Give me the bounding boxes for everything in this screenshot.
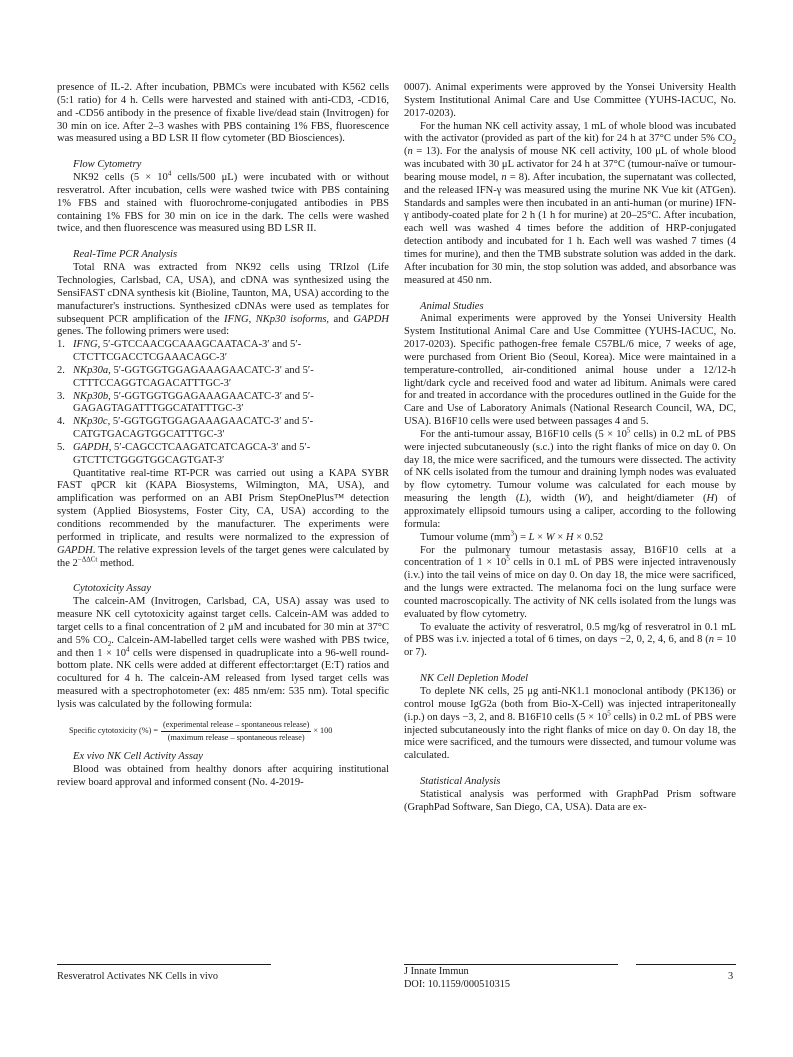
cytotoxicity-formula — [69, 720, 389, 743]
primer-sequence: , 5′-GGTGGTGGAGAAAGAACATC-3′ and 5′-GAGAGTAGATTTGGCATATTTGC-3′ — [73, 390, 314, 415]
primer-sequence: , 5′-CAGCCTCAAGATCATCAGCA-3′ and 5′-GTCTTCTGGGTGGCAGTGAT-3′ — [73, 441, 311, 466]
section-heading-cytotoxicity-assay: Cytotoxicity Assay — [73, 583, 152, 595]
primer-item — [57, 442, 389, 468]
paragraph: For the human NK cell activity assay, 1 mL of whole blood was incubated with the activator (provided as part of the kit) for 24 h at 37°C under 5% $CO_2$ (n = 13). For the analysis of mouse NK cell activity, 100 μL of whole blood was incubated with 30 μL activator for 24 h at 37°C (tumour-naïve or tumour-bearing mouse model, n = 8). After incubation, the supernatant was collected, and the released IFN-γ was measured using the murine NK Vue kit (ATGen). Standards and samples were then incubated in an anti-human (or murine) IFN-γ antibody-coated plate for 2 h (1 h for murine) at 20–25°C. After incubation, each well was washed 4 times before the addition of HRP-conjugated detection antibody and incubated for 1 h. Each well was washed 7 times (4 times for murine), and then the TMB substrate solution was added in the dark. After incubation for 30 min, the stop solution was added, and absorbance was measured at 450 nm. — [404, 120, 736, 286]
paragraph: Statistical analysis was performed with GraphPad Prism software (GraphPad Software, San Diego, CA, USA). Data are ex- — [404, 788, 736, 813]
formula-numerator: (experimental release – spontaneous release) — [161, 720, 311, 732]
primer-gene: GAPDH — [73, 441, 109, 453]
running-title: Resveratrol Activates NK Cells in vivo — [57, 971, 219, 982]
primer-item — [57, 416, 389, 442]
section-heading-statistical-analysis: Statistical Analysis — [420, 776, 501, 788]
formula-fraction — [161, 720, 311, 743]
primer-gene: NKp30b — [73, 390, 109, 402]
paragraph: Blood was obtained from healthy donors after acquiring institutional review board approval and informed consent (No. 4-2019- — [57, 763, 389, 788]
primer-number: 5. — [57, 441, 65, 453]
paragraph: For the anti-tumour assay, B16F10 cells ($5 \times 10^5$ cells) in 0.2 mL of PBS were injected subcutaneously (s.c.) into the right flanks of mice on day 0. On day 18, the mice were sacrificed, and the tumours were dissected. The activity of NK cells isolated from the tumour and draining lymph nodes was evaluated by flow cytometry. Tumour volume was calculated for each mouse by measuring the length (L), width (W), and height/diameter (H) of approximately ellipsoid tumours using a caliper, according to the following formula: — [404, 426, 736, 530]
primer-item — [57, 339, 389, 365]
primer-number: 3. — [57, 390, 65, 402]
primer-item — [57, 365, 389, 391]
section-heading-ex-vivo: Ex vivo NK Cell Activity Assay — [73, 750, 203, 762]
paragraph: presence of IL-2. After incubation, PBMCs were incubated with K562 cells (5:1 ratio) for 4 h. Cells were harvested and stained with anti-CD3, -CD16, and -CD56 antibody in the presence of fixable live/dead stain (Invitrogen) for 30 min on ice. After 2–3 washes with PBS containing 1% FBS, fluorescence was measured using a BD LSR II flow cytometer (BD Biosciences). — [57, 82, 389, 145]
primer-item — [57, 391, 389, 417]
paragraph: Total RNA was extracted from NK92 cells using TRIzol (Life Technologies, Carlsbad, CA, USA), and cDNA was synthesized using the SensiFAST cDNA synthesis kit (Bioline, Taunton, MA, USA) according to the manufacturer's instructions. Synthesized cDNAs were used as templates for subsequent PCR amplification of the IFNG, NKp30 isoforms, and GAPDH genes. The following primers were used: — [57, 262, 389, 338]
primer-number: 2. — [57, 364, 65, 376]
primer-sequence: , 5′-GGTGGTGGAGAAAGAACATC-3′ and 5′-CATGTGACAGTGGCATTTGC-3′ — [73, 416, 314, 441]
footer-rule-center — [404, 964, 618, 965]
left-column — [57, 82, 389, 789]
paragraph: To deplete NK cells, 25 μg anti-NK1.1 monoclonal antibody (PK136) or control mouse IgG2a (both from Bio-X-Cell) was injected intraperitoneally (i.p.) on days −3, 2, and 8. B16F10 cells ($5 \times 10^5$ cells) in 0.2 mL of PBS were injected subcutaneously into the right flanks of mice on day 0. On day 18, the mice were sacrificed, and the tumours were dissected, and tumour volume was calculated. — [404, 685, 736, 762]
tumour-volume-formula: Tumour volume $(mm^3) = L \times W \times H \times 0.52$ — [420, 529, 604, 543]
paragraph: 0007). Animal experiments were approved by the Yonsei University Health System Institutional Animal Care and Use Committee (YUHS-IACUC, No. 2017-0203). — [404, 82, 736, 119]
primer-gene: NKp30a — [73, 364, 109, 376]
formula-denominator: (maximum release – spontaneous release) — [167, 732, 305, 742]
primer-sequence: , 5′-GTCCAACGCAAAGCAATACA-3′ and 5′-CTCTTCGACCTCGAAACAGC-3′ — [73, 339, 302, 364]
footer-rule-left — [57, 964, 271, 965]
formula-lhs: Specific cytotoxicity (%) = — [69, 726, 158, 736]
section-heading-flow-cytometry: Flow Cytometry — [73, 159, 142, 171]
formula-multiplier: × 100 — [313, 726, 333, 736]
footer-rule-right — [636, 964, 736, 965]
section-heading-animal-studies: Animal Studies — [420, 300, 484, 312]
primer-gene: NKp30c — [73, 416, 108, 428]
doi: DOI: 10.1159/000510315 — [404, 979, 511, 990]
primer-sequence: , 5′-GGTGGTGGAGAAAGAACATC-3′ and 5′-CTTTCCAGGTCAGACATTTGC-3′ — [73, 364, 314, 389]
journal-name: J Innate Immun — [404, 966, 469, 977]
paragraph: For the pulmonary tumour metastasis assay, B16F10 cells at a concentration of $1 \times 10^5$ cells in 0.1 mL of PBS were injected intravenously (i.v.) into the tail veins of mice on day 0. On day 18, the mice were sacrificed, and the lungs were extracted. The melanoma foci on the lung surface were counted macroscopically. The activity of NK cells isolated from the lungs was evaluated by flow cytometry. — [404, 544, 736, 620]
primer-number: 4. — [57, 416, 65, 428]
paragraph: Quantitative real-time RT-PCR was carried out using a KAPA SYBR FAST qPCR kit (KAPA Biosystems, Wilmington, MA, USA), and amplification was performed on an ABI Prism StepOnePlus™ detection system (Applied Biosystems, Foster City, CA, USA) according to the conditions recommended by the manufacturer. The experiments were performed in triplicate, and results were normalized to the expression of GAPDH. The relative expression levels of the target genes were calculated by the $2^{-\Delta\Delta Ct}$ method. — [57, 467, 389, 569]
primer-list — [57, 339, 389, 467]
paragraph: To evaluate the activity of resveratrol, 0.5 mg/kg of resveratrol in 0.1 mL of PBS was i.v. injected a total of 6 times, on days −2, 0, 2, 4, 6, and 8 (n = 10 or 7). — [404, 621, 736, 659]
section-heading-real-time-pcr: Real-Time PCR Analysis — [73, 249, 178, 261]
section-heading-nk-depletion: NK Cell Depletion Model — [420, 673, 529, 685]
paragraph: The calcein-AM (Invitrogen, Carlsbad, CA, USA) assay was used to measure NK cell cytotoxicity against target cells. Calcein-AM was added to target cells to a final concentration of 2 μM and incubated for 30 min at 37°C and 5% $CO_2$. Calcein-AM-labelled target cells were washed with PBS twice, and then $1 \times 10^4$ cells were dispensed in quadruplicate into a 96-well round-bottom plate. NK cells were added at different effector:target (E:T) ratios and cocultured for 4 h. The calcein-AM released from lysed target cells was measured with a spectrophotometer (ex: 485 nm/em: 535 nm). Total specific lysis was calculated by the following formula: — [57, 596, 390, 710]
primer-number: 1. — [57, 339, 65, 351]
page-number: 3 — [728, 971, 734, 982]
paragraph: NK92 cells ($5 \times 10^4$ cells/500 μL) were incubated with or without resveratrol. After incubation, cells were washed twice with PBS containing 1% FBS and stained with fluorochrome-conjugated antibodies in PBS containing 1% FBS for 30 min on ice in the dark. The cells were washed twice, and then fluorescence was measured using BD LSR II. — [57, 169, 389, 235]
paragraph: Animal experiments were approved by the Yonsei University Health System Institutional Animal Care and Use Committee (YUHS-IACUC, No. 2017-0203). Specific pathogen-free female C57BL/6 mice, 7 weeks of age, were purchased from Orient Bio (Seoul, Korea). Mice were maintained in a temperature-controlled, air-conditioned animal house under a 12/12-h light/dark cycle and received food and water ad libitum. Animals were cared for and treated in accordance with the procedures outlined in the Guide for the Care and Use of Laboratory Animals (National Research Council, WA, DC, USA). B16F10 cells were used between passages 4 and 5. — [404, 313, 736, 428]
primer-gene: IFNG — [73, 339, 98, 351]
right-column — [404, 82, 736, 815]
